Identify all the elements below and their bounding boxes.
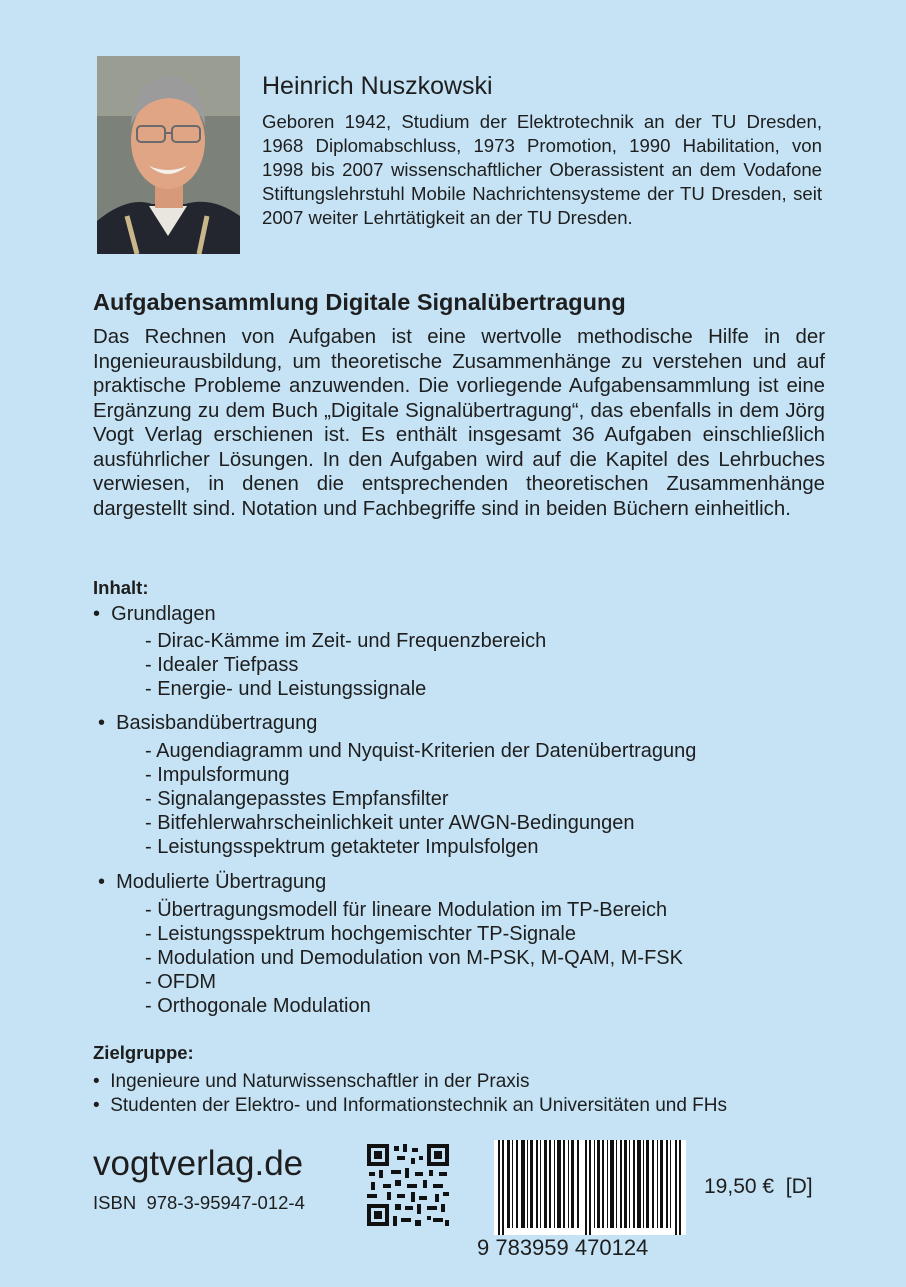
- list-item: - Signalangepasstes Empfansfilter: [145, 788, 449, 810]
- section-title: Modulierte Übertragung: [116, 871, 327, 893]
- list-item: - Augendiagramm und Nyquist-Kriterien der Datenübertragung: [145, 740, 697, 762]
- barcode-icon: [494, 1140, 686, 1235]
- contents-heading: Inhalt:: [93, 577, 149, 598]
- bullet-icon: •: [93, 1071, 100, 1092]
- contents-section-basisband: [98, 712, 317, 735]
- book-description: Das Rechnen von Aufgaben ist eine wertvolle methodische Hilfe in der Ingenieurausbildung, um theoretische Zusammenhänge zu verstehen und auf praktische Probleme anzuwenden. Die vorliegende Aufgabensammlung ist eine Ergänzung zu dem Buch „Digitale Signalübertragung“, das ebenfalls in dem Jörg Vogt Verlag erschienen ist. Es enthält insgesamt 36 Aufgaben einschließlich ausführlicher Lösungen. In den Aufgaben wird auf die Kapitel des Lehrbuches verwiesen, in denen die entsprechenden theoretischen Zusammenhänge dargestellt sind. Notation und Fachbegriffe sind in beiden Büchern einheitlich.: [93, 326, 825, 520]
- author-photo: [97, 56, 240, 254]
- list-item: - Energie- und Leistungssignale: [145, 678, 427, 700]
- list-item: - OFDM: [145, 971, 217, 993]
- list-item: - Impulsformung: [145, 764, 290, 786]
- bullet-icon: •: [93, 603, 101, 625]
- bullet-icon: •: [98, 712, 106, 734]
- price: 19,50 € [D]: [704, 1175, 813, 1198]
- bullet-icon: •: [93, 1095, 100, 1116]
- list-item: - Orthogonale Modulation: [145, 995, 371, 1017]
- list-item: - Übertragungsmodell für lineare Modulation im TP-Bereich: [145, 899, 668, 921]
- audience-item: • Ingenieure und Naturwissenschaftler in der Praxis: [93, 1071, 530, 1092]
- list-item: - Leistungsspektrum hochgemischter TP-Signale: [145, 923, 576, 945]
- list-item: - Modulation und Demodulation von M-PSK, M-QAM, M-FSK: [145, 947, 683, 969]
- audience-item: • Studenten der Elektro- und Informationstechnik an Universitäten und FHs: [93, 1095, 727, 1116]
- publisher-website[interactable]: vogtverlag.de: [93, 1144, 304, 1183]
- barcode-digits: 9 783959 470124: [477, 1235, 649, 1260]
- audience-heading: Zielgruppe:: [93, 1042, 194, 1063]
- list-item: - Leistungsspektrum getakteter Impulsfolgen: [145, 836, 539, 858]
- list-item: - Idealer Tiefpass: [145, 654, 299, 676]
- list-item: - Dirac-Kämme im Zeit- und Frequenzbereich: [145, 630, 547, 652]
- book-title: Aufgabensammlung Digitale Signalübertragung: [93, 289, 626, 315]
- bullet-icon: •: [98, 871, 106, 893]
- list-item: - Bitfehlerwahrscheinlichkeit unter AWGN-Bedingungen: [145, 812, 635, 834]
- contents-section-grundlagen: [93, 603, 216, 626]
- qr-code-icon: [367, 1144, 449, 1226]
- author-name: Heinrich Nuszkowski: [262, 72, 493, 100]
- section-title: Basisbandübertragung: [116, 712, 318, 734]
- contents-section-moduliert: [98, 871, 326, 894]
- author-bio: Geboren 1942, Studium der Elektrotechnik an der TU Dresden, 1968 Diplomabschluss, 1973 Promotion, 1990 Habilitation, von 1998 bis 2007 wissenschaftlicher Oberassistent an dem Vodafone Stiftungslehrstuhl Mobile Nachrichtensysteme der TU Dresden, seit 2007 weiter Lehrtätigkeit an der TU Dresden.: [262, 111, 822, 228]
- isbn-number: ISBN 978-3-95947-012-4: [93, 1192, 305, 1213]
- section-title: Grundlagen: [111, 603, 216, 625]
